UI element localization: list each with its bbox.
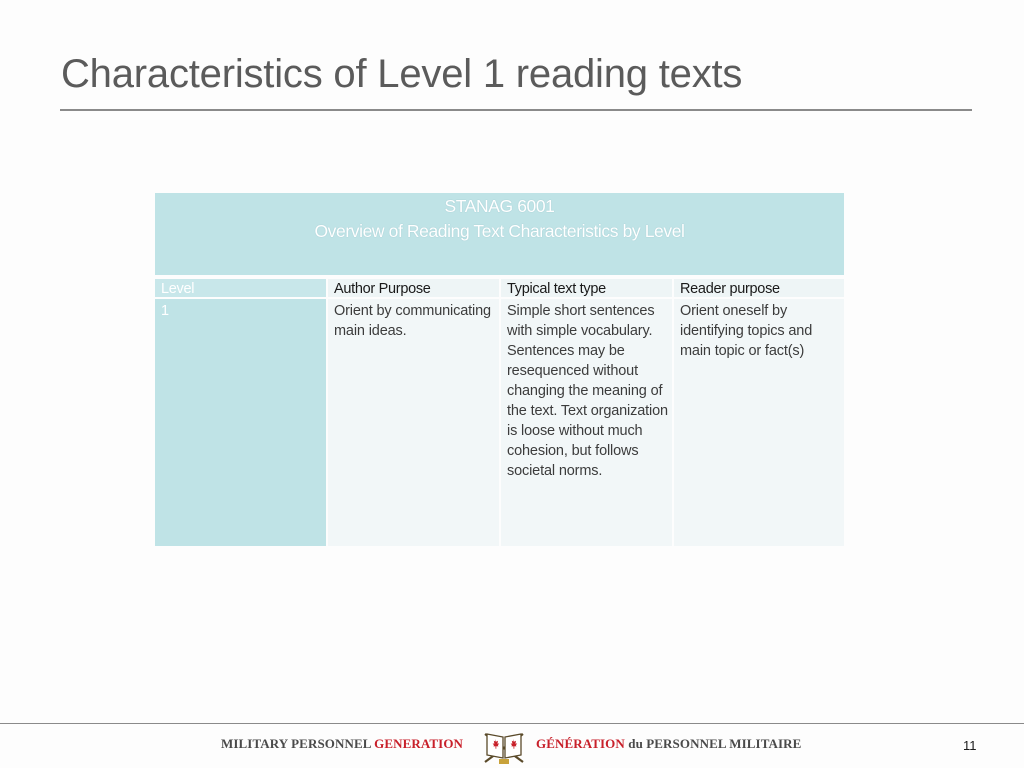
footer-english-title [221,736,463,752]
title-divider [60,109,972,111]
level-characteristics-table [155,193,844,546]
footer-english-prefix: MILITARY PERSONNEL [221,736,375,751]
page-number: 11 [963,738,977,753]
column-typical-text-type [501,279,672,546]
column-heading-typical-text-type: Typical text type [501,279,672,299]
page-title: Characteristics of Level 1 reading texts [61,52,743,96]
column-heading-reader-purpose: Reader purpose [674,279,844,299]
cell-typical-text-type: Simple short sentences with simple vocabulary. Sentences may be resequenced without changing the meaning of the text. Text organization is loose without much cohesion, but follows societal norms. [507,303,668,479]
maple-leaf-emblem-icon [479,726,529,766]
column-heading-level: Level [155,279,326,299]
cell-reader-purpose: Orient oneself by identifying topics and main topic or fact(s) [680,303,813,359]
column-reader-purpose [674,279,844,546]
table-header-subtitle: Overview of Reading Text Characteristics by Level [314,221,685,241]
cell-level-value: 1 [161,303,169,319]
table-header [155,193,844,275]
column-author-purpose [328,279,499,546]
column-level [155,279,326,546]
column-heading-author-purpose: Author Purpose [328,279,499,299]
footer-french-title [536,736,801,752]
footer-english-highlight: GENERATION [374,736,464,751]
footer-french-suffix: du PERSONNEL MILITAIRE [624,736,802,751]
table-header-title: STANAG 6001 [444,196,555,216]
footer-divider [0,723,1024,724]
cell-author-purpose: Orient by communicating main ideas. [334,303,491,339]
footer-french-highlight: GÉNÉRATION [536,736,625,751]
